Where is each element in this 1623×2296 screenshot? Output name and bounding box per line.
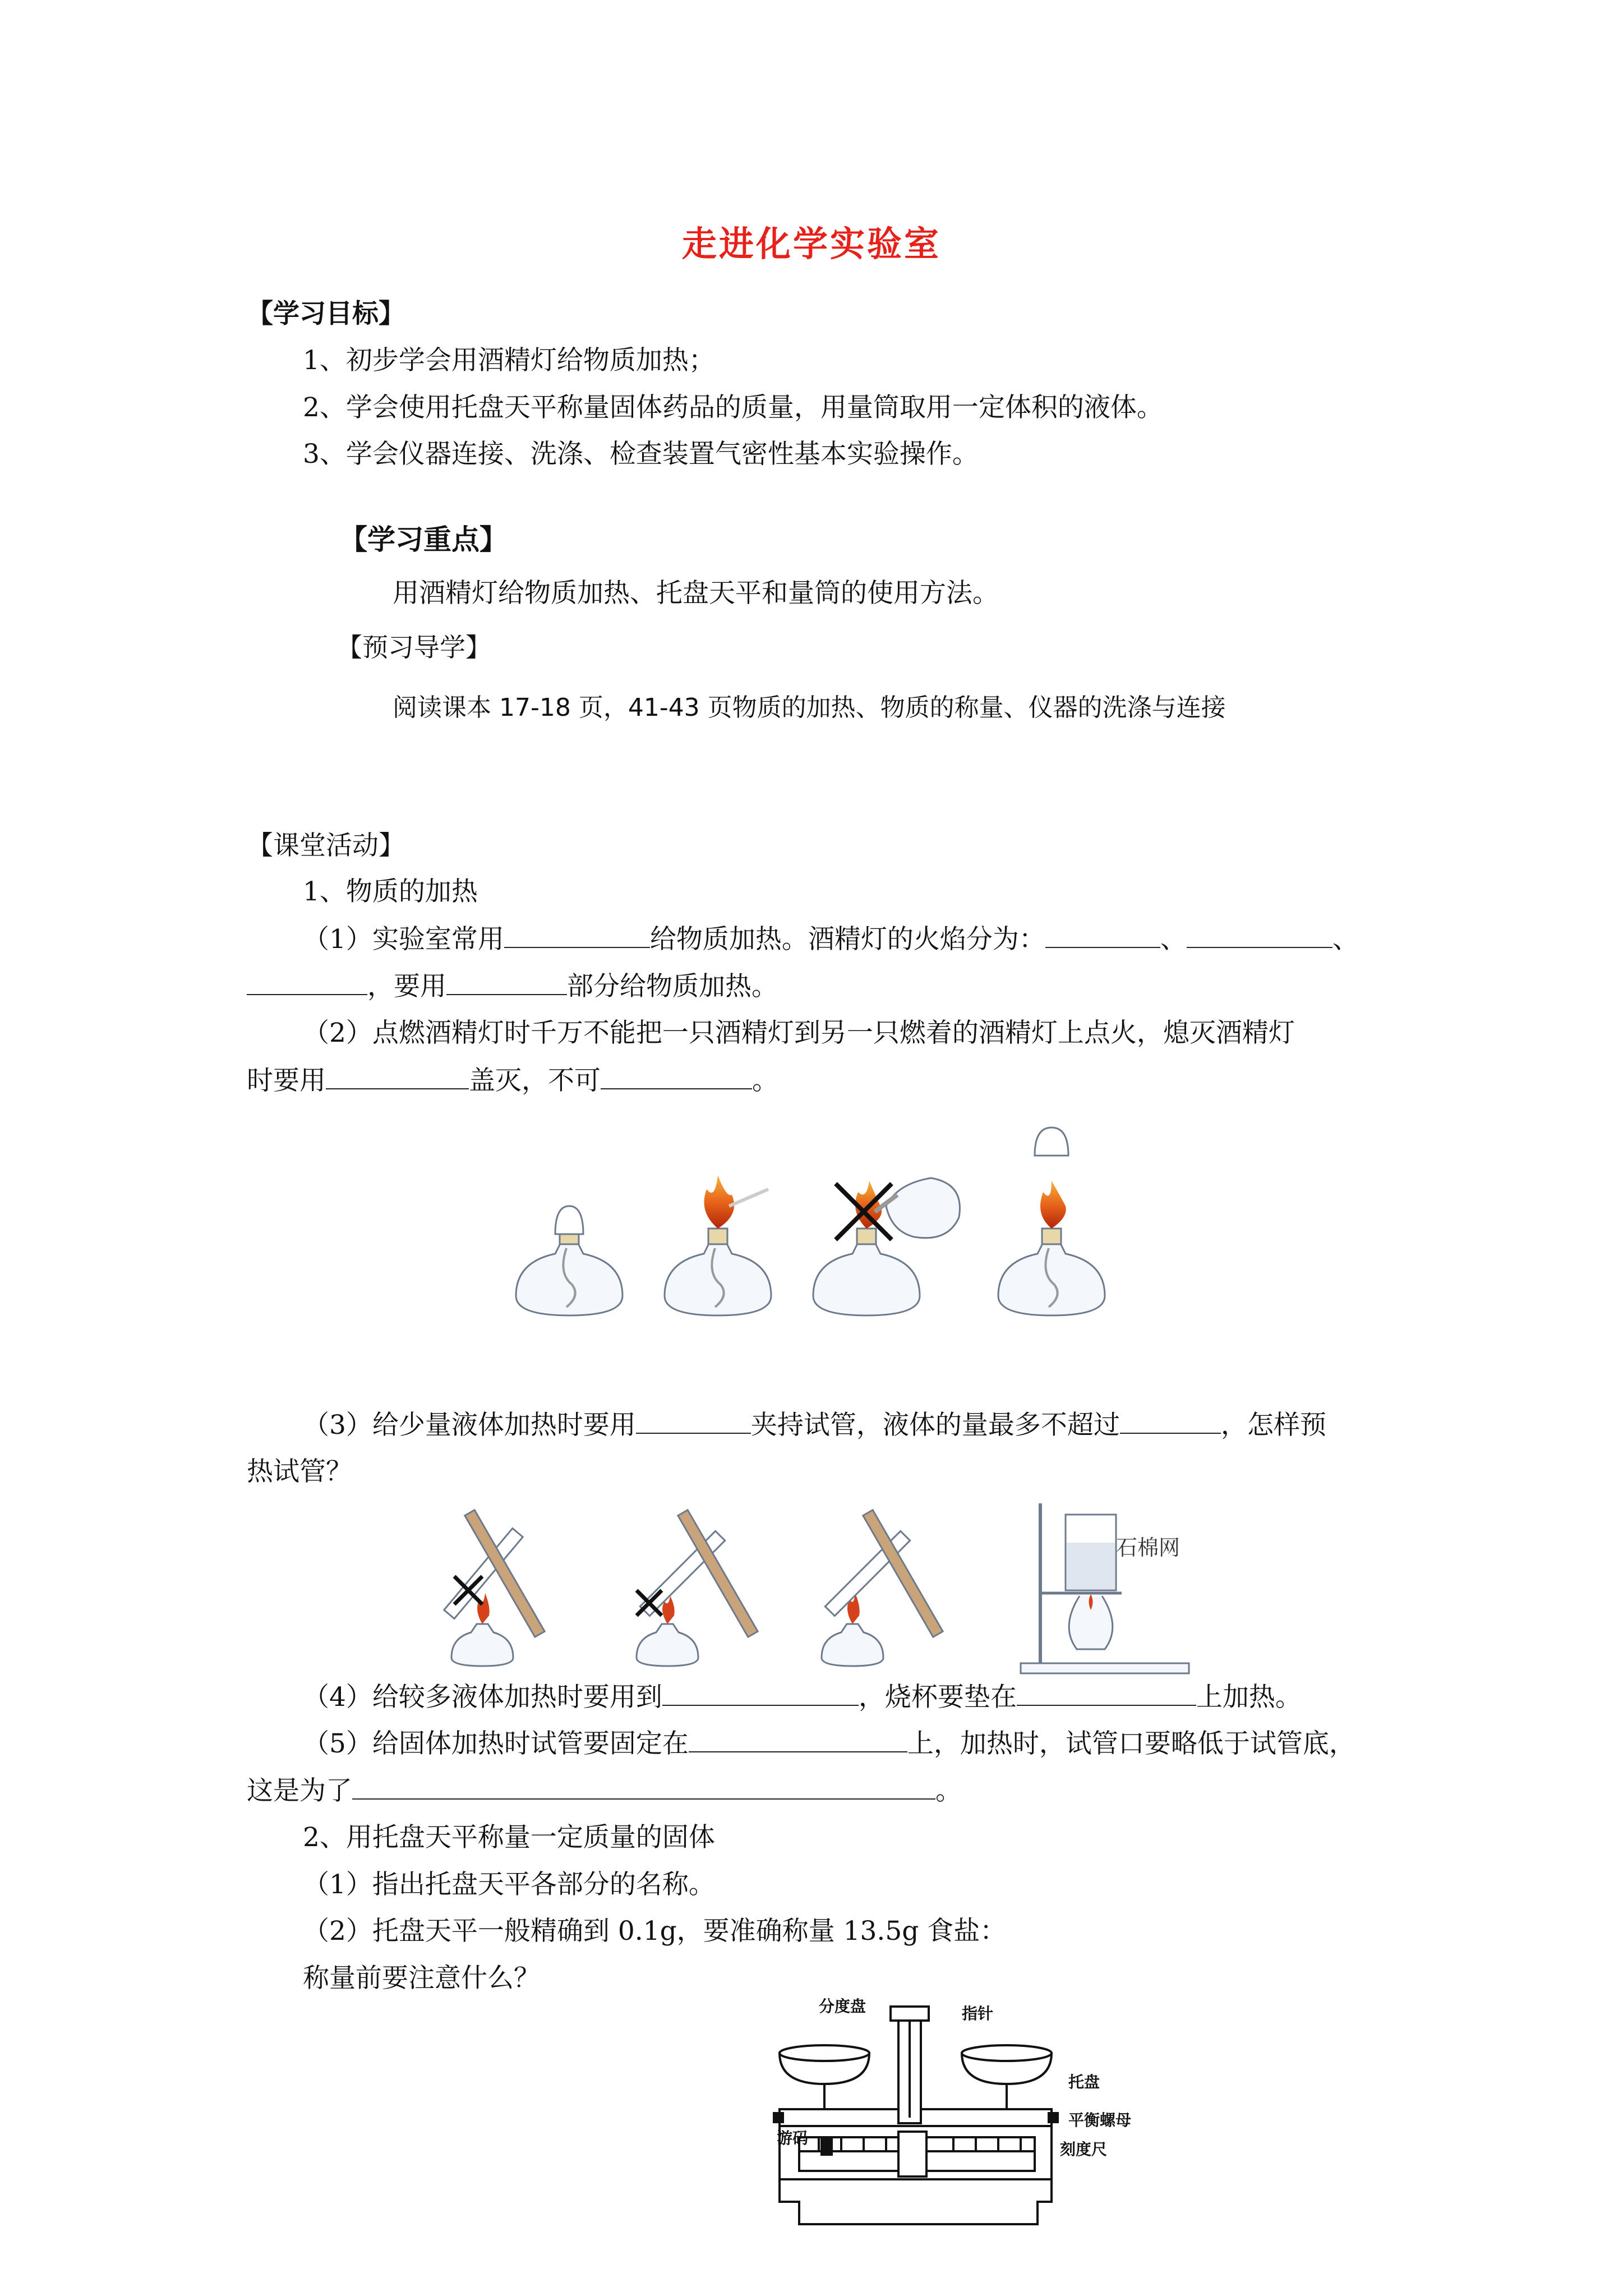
label-pointer: 指针 — [962, 2004, 994, 2023]
goal-item: 2、学会使用托盘天平称量固体药品的质量，用量筒取用一定体积的液体。 — [303, 392, 1163, 423]
answer-blank[interactable] — [636, 1408, 751, 1434]
question-3: （3）给少量液体加热时要用 夹持试管，液体的量最多不超过 ，怎样预 — [303, 1408, 1326, 1442]
balance-icon — [774, 2007, 1058, 2224]
question-5: （5）给固体加热时试管要固定在 上，加热时，试管口要略低于试管底， — [303, 1727, 1355, 1761]
question-5-cont: 这是为了 。 — [247, 1774, 962, 1808]
answer-blank[interactable] — [352, 1774, 935, 1800]
label-scale-disc: 分度盘 — [819, 1997, 866, 2016]
tube-heating-correct-icon — [822, 1510, 943, 1666]
lamp-cap-off-icon — [998, 1128, 1105, 1315]
goal-item: 1、初步学会用酒精灯给物质加热； — [303, 345, 715, 376]
answer-blank[interactable] — [247, 969, 367, 995]
heating-figure — [443, 1498, 1228, 1677]
label-ruler: 刻度尺 — [1060, 2140, 1108, 2159]
focus-heading: 【学习重点】 — [339, 523, 508, 556]
pan-balance-figure — [768, 1994, 1108, 2241]
answer-blank[interactable] — [1017, 1680, 1196, 1706]
label-rider: 游码 — [777, 2129, 809, 2147]
answer-blank[interactable] — [326, 1064, 469, 1089]
answer-blank[interactable] — [504, 922, 650, 948]
answer-blank[interactable] — [1187, 922, 1332, 948]
preview-text: 阅读课本 17-18 页，41-43 页物质的加热、物质的称量、仪器的洗涤与连接 — [393, 693, 1226, 722]
page-title: 走进化学实验室 — [681, 223, 941, 264]
balance-question-3: 称量前要注意什么？ — [303, 1963, 540, 1994]
asbestos-net-label: 石棉网 — [1116, 1535, 1181, 1560]
preview-heading: 【预习导学】 — [336, 632, 491, 662]
balance-question-1: （1）指出托盘天平各部分的名称。 — [303, 1869, 715, 1900]
tube-heating-wrong-icon — [637, 1510, 758, 1666]
beaker-on-stand-icon — [1021, 1503, 1189, 1673]
question-2-cont: 时要用 盖灭，不可 。 — [247, 1064, 778, 1098]
section-heating: 1、物质的加热 — [303, 876, 478, 907]
focus-text: 用酒精灯给物质加热、托盘天平和量筒的使用方法。 — [393, 578, 999, 609]
question-4: （4）给较多液体加热时要用到 ，烧杯要垫在 上加热。 — [303, 1680, 1302, 1714]
section-balance: 2、用托盘天平称量一定质量的固体 — [303, 1822, 715, 1853]
answer-blank[interactable] — [1045, 922, 1160, 948]
alcohol-lamp-figure — [505, 1122, 1122, 1335]
answer-blank[interactable] — [446, 969, 567, 995]
label-pan: 托盘 — [1068, 2073, 1100, 2091]
answer-blank[interactable] — [1120, 1408, 1221, 1434]
answer-blank[interactable] — [662, 1680, 859, 1706]
question-1-cont: ，要用 部分给物质加热。 — [247, 969, 778, 1004]
question-2: （2）点燃酒精灯时千万不能把一只酒精灯到另一只燃着的酒精灯上点火，熄灭酒精灯 — [303, 1018, 1295, 1048]
answer-blank[interactable] — [689, 1727, 907, 1752]
lamp-wrong-icon — [813, 1178, 960, 1315]
label-balance-nut: 平衡螺母 — [1068, 2111, 1132, 2129]
balance-question-2: （2）托盘天平一般精确到 0.1g，要准确称量 13.5g 食盐： — [303, 1916, 1007, 1947]
activity-heading: 【课堂活动】 — [247, 830, 405, 861]
lamp-lit-icon — [665, 1175, 771, 1315]
tube-heating-wrong-icon — [444, 1510, 545, 1666]
question-1: （1）实验室常用 给物质加热。酒精灯的火焰分为： 、 、 — [303, 922, 1359, 956]
goals-heading: 【学习目标】 — [247, 298, 405, 329]
lamp-capped-icon — [516, 1206, 623, 1315]
question-3-cont: 热试管？ — [247, 1456, 352, 1487]
answer-blank[interactable] — [601, 1064, 752, 1089]
goal-item: 3、学会仪器连接、洗涤、检查装置气密性基本实验操作。 — [303, 439, 979, 470]
